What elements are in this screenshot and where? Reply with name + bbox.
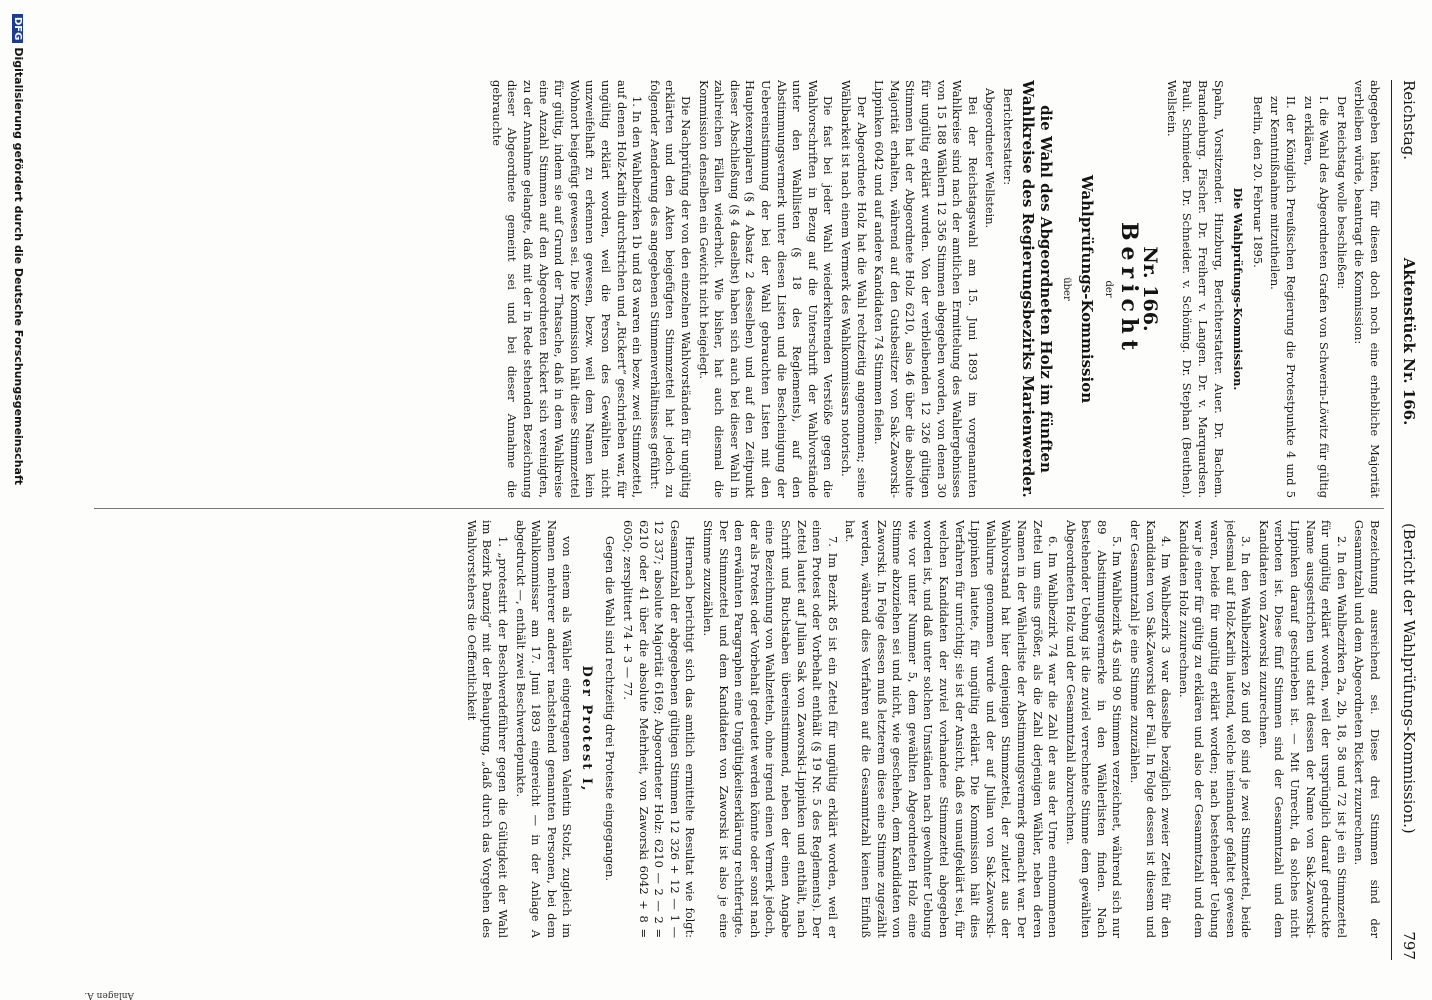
margin-note: Anlagen A.: [84, 990, 134, 1000]
report-subject: die Wahl des Abgeordneten Holz im fünften Wahlkreise des Regierungsbezirks Marienwerder.: [1018, 80, 1055, 498]
body-paragraph: 3. In den Wahlbezirken 26 und 80 sind je zwei Stimmzettel, beide jedesmal auf Holz-Karlin lautend, welche ineinander gefaltet gewesen waren, beide für ungültig erklärt worden; nach bestehender Uebung war je einer für gültig zu erklären und also der Gesammtzahl und dem Kandidaten Holz zuzurechnen.: [1176, 520, 1254, 938]
der-word: der: [1103, 280, 1115, 298]
body-paragraph: Hiernach berichtigt sich das amtlich ermittelte Resultat wie folgt: Gesammtzahl der abgegebenen gültigen Stimmen 12 326 + 12 — 1 — 12 337; absolute Majorität 6169; Abgeordneter Holz: 6210 — 2 — 2 = 6210 oder 41 über die absolute Mehrheit, von Zaworski 6042 + 8 = 6050; zersplittert 74 + 3 — 77.: [621, 520, 698, 938]
report-title: Bericht: [1115, 221, 1142, 357]
body-paragraph: 4. Im Wahlbezirk 3 war dasselbe bezüglich zweier Zettel für den Kandidaten von Sak-Zaworski der Fall. In Folge dessen ist diesem und der Gesammtzahl je eine Stimme zuzuzählen.: [1128, 520, 1174, 938]
protest-heading: Der Protest I,: [578, 665, 594, 793]
digitization-footer: [12, 14, 25, 485]
reporter-label: Berichterstatter:: [1000, 88, 1015, 186]
header-right-label: (Bericht der Wahlprüfungs-Kommission.): [1400, 522, 1418, 834]
protest-paragraph: 1. „protestirt der Beschwerdeführer gegen die Gültigkeit der Wahl im Bezirk Danzig“ mit der Behauptung, „daß durch das Vorgehen des Wahlvorstehers die Oeffentlichkeit: [464, 520, 510, 938]
commission-heading: Die Wahlprüfungs-Kommission.: [1231, 187, 1246, 391]
commission-members: Spahn, Vorsitzender. Hinzburg, Berichterstatter. Auer. Dr. Bachem. Brandenburg. Fischer. Dr. Freiherr v. Langen. Dr. v. Marquardsen. Pauli. Schmieder. Dr. Schneider. v. Schöning. Dr. Stephan (Beuthen). Wellstein.: [1164, 80, 1226, 498]
ueber-word: über: [1061, 277, 1073, 301]
body-paragraph: 5. Im Wahlbezirk 45 sind 90 Stimmen verzeichnet, während sich nur 89 Abstimmungsvermerke in den Wählerlisten finden. Nach bestehender Uebung ist die zuviel verrechnete Stimme dem gewählten Abgeordneten Holz und der Gesammtzahl abzurechnen.: [1063, 520, 1125, 938]
body-paragraph: 1. In den Wahlbezirken 1b und 83 waren ein bezw. zwei Stimmzettel, auf denen Holz-Karlin durchstrichen und „Rickert“ geschrieben war, für ungültig erklärt worden, weil die Person des Gewählten nicht unzweifelhaft zu erkennen gewesen, bezw. weil dem Namen kein Wohnort beigefügt gewesen sei. Die Kommission hält diese Stimmzettel für gültig, indem sie auf Grund der Thatsache, daß in dem Wahlkreise eine Anzahl Stimmen auf den Abgeordneten Rickert sich vereinigten, zu der Annahme gelangte, daß mit der in Rede stehenden Bezeichnung dieser Abgeordnete gemeint sei und bei dieser Annahme die gebrauchte: [489, 80, 645, 498]
header-center: Aktenstück Nr. 166.: [1400, 257, 1418, 426]
body-paragraph: Bezeichnung ausreichend sei. Diese drei Stimmen sind der Gesammtzahl und dem Abgeordneten Rickert zuzurechnen.: [1352, 520, 1382, 938]
intro-text: abgegeben hätten, für diesen doch noch eine erhebliche Majorität verbleiben würde, beantragt die Kommission:: [1352, 80, 1382, 498]
body-paragraph: Die Nachprüfung der von den einzelnen Wahlvorständen für ungültig erklärten und den Akten beigefügten Stimmzettel hat jedoch zu folgender Aenderung des angegebenen Stimmenverhältnisses geführt:: [647, 80, 694, 498]
resolution-item: II. der Königlich Preußischen Regierung die Protestpunkte 4 und 5 zur Kenntnißnahme mitzutheilen.: [1268, 96, 1299, 498]
page-number: 797: [1400, 931, 1418, 960]
document-number: Nr. 166.: [1139, 246, 1162, 332]
left-column: [87, 80, 1382, 498]
header-left: Reichstag.: [1400, 80, 1418, 161]
reporter-name: Abgeordneter Wellstein.: [983, 88, 998, 229]
date-line: Berlin, den 20. Februar 1895.: [1250, 96, 1265, 268]
body-paragraph: Der Abgeordnete Holz hat die Wahl rechtzeitig angenommen; seine Wählbarkeit ist nach einem Vermerk des Wahlkommissars notorisch.: [838, 80, 869, 498]
right-column: [87, 520, 1382, 938]
protest-paragraph: von einem als Wähler eingetragenen Valentin Stolzt, zugleich im Namen mehrerer anderer nachstehend genannten Personen, bei dem Wahlkommissar am 17. Juni 1893 eingereicht — in der Anlage A abgedruckt —, enthält zwei Beschwerdepunkte.: [513, 520, 575, 938]
body-paragraph: Die fast bei jeder Wahl wiederkehrenden Verstöße gegen die Wahlvorschriften in Bezug auf die Unterschrift der Wahlvorstände unter den Wahllisten (§ 18 des Reglements), auf den Abstimmungsvermerk unter diesen Listen und die Bescheinigung der Uebereinstimmung der bei der Wahl gebrauchten Listen mit den Hauptexemplaren (§ 4 Absatz 2 desselben) und auf den Zeitpunkt dieser Abschließung (§ 4 daselbst) haben sich auch bei dieser Wahl in zahlreichen Fällen wiederholt. Wie bisher, hat auch diesmal die Kommission denselben ein Gewicht nicht beigelegt.: [696, 80, 836, 498]
resolution-list: [1267, 96, 1331, 498]
commission-title: Wahlprüfungs-Kommission: [1078, 174, 1097, 404]
column-divider: [94, 508, 1384, 509]
body-paragraph: Gegen die Wahl sind rechtzeitig drei Proteste eingegangen.: [603, 536, 618, 881]
footer-text: Digitalisierung gefördert durch die Deutsche Forschungsgemeinschaft: [12, 47, 25, 486]
body-paragraph: Bei der Reichstagswahl am 15. Juni 1893 im vorgenannten Wahlkreise sind nach der amtlichen Ermittelung des Wahlergebnisses von 15 188 Wählern 12 356 Stimmen abgegeben worden, von denen 30 für ungültig erklärt wurden. Von der verbleibenden 12 326 gültigen Stimmen hat der Abgeordnete Holz 6210, also 46 über die absolute Majorität erhalten, während auf den Gutsbesitzer von Sak-Zaworski-Lippinken 6042 und auf andere Kandidaten 74 Stimmen fielen.: [872, 80, 980, 498]
resolve-text: Der Reichstag wolle beschließen:: [1334, 96, 1349, 290]
running-header: [1391, 80, 1418, 960]
body-paragraph: 2. In den Wahlbezirken 2a, 2b, 18, 58 und 72 ist je ein Stimmzettel für ungültig erklärt worden, weil der ursprünglich darauf gedruckte Name ausgestrichen und statt dessen der Name von Sak-Zaworski-Lippinken darauf geschrieben ist. — Mit Unrecht, da solches nicht verboten ist. Diese fünf Stimmen sind der Gesammtzahl und dem Kandidaten von Zaworski zuzurechnen.: [1256, 520, 1349, 938]
resolution-item: I. die Wahl des Abgeordneten Grafen von Schwerin-Löwitz für gültig zu erklären,: [1301, 96, 1332, 498]
dfg-logo: DFG: [12, 14, 23, 43]
body-paragraph: 7. Im Bezirk 85 ist ein Zettel für ungültig erklärt worden, weil er einen Protest oder Vorbehalt enthält (§ 19 Nr. 5 des Reglements). Der Zettel lautet auf Julian Sak von Zaworski-Lippinken und enthält, nach Schrift und Buchstaben übereinstimmend, neben der einen Angabe eine Bezeichnung von Wahlzetteln, ohne irgend einen Vermerk jedoch, der als Protest oder Vorbehalt gedeutet werden könnte oder sonst nach den erwähnten Paragraphen eine Ungültigkeitserklärung rechtfertigte. Der Stimmzettel und dem Kandidaten von Zaworski ist also je eine Stimme zuzuzählen.: [701, 520, 840, 938]
body-paragraph: 6. Im Wahlbezirk 74 war die Zahl der aus der Urne entnommenen Zettel um eins größer, als die Zahl derjenigen Wähler, neben deren Namen in der Wählerliste der Abstimmungsvermerk gemacht war. Der Wahlvorstand hat hier denjenigen Stimmzettel, der zuletzt aus der Wahlurne genommen wurde und der auf Julian von Sak-Zaworski-Lippinken lautete, für ungültig erklärt. Die Kommission hält dies Verfahren für unrichtig; sie ist der Ansicht, daß es unaufgeklärt sei, für welchen Kandidaten der zuviel vorhandene Stimmzettel abgegeben worden ist, und daß unter solchen Umständen nach gewohnter Uebung wie vor unter Nummer 5, dem gewählten Abgeordneten Holz eine Stimme abzuziehen sei und nicht, wie geschehen, dem Kandidaten von Zaworski. In Folge dessen muß letzterem diese eine Stimme zugezählt werden, während dies Verfahren auf die Gesammtzahl keinen Einfluß hat.: [843, 520, 1061, 938]
